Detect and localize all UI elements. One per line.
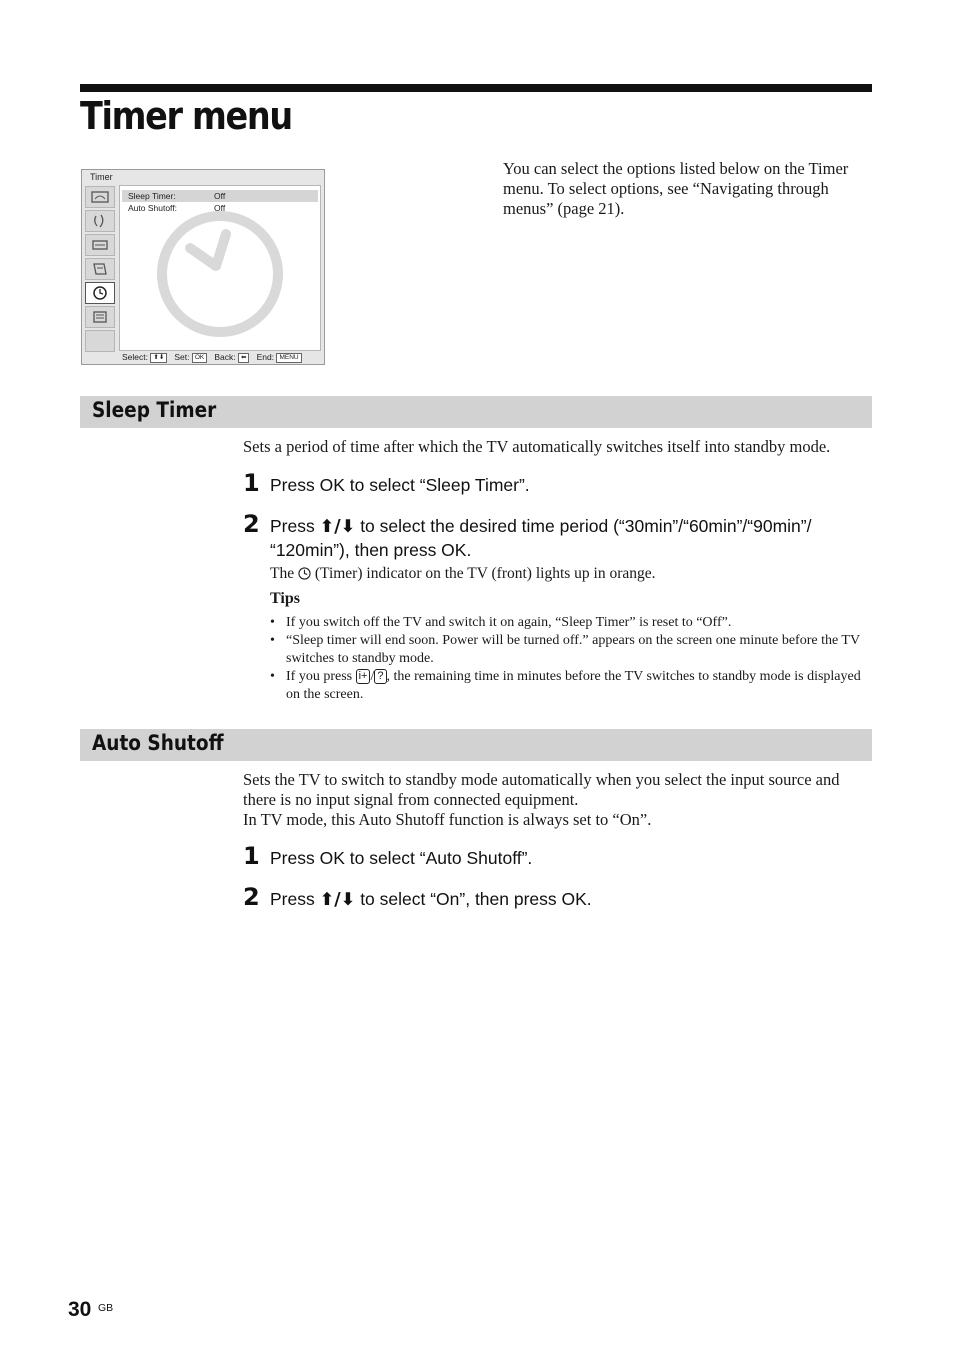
info-button-icon: i+ bbox=[356, 669, 371, 684]
timer-indicator-icon bbox=[298, 567, 311, 580]
menu-panel bbox=[119, 185, 321, 351]
step-text-pre: Press bbox=[270, 889, 320, 909]
up-down-key-icon: ⬆⬇ bbox=[150, 353, 167, 363]
top-rule bbox=[80, 84, 872, 92]
menu-title: Timer bbox=[90, 172, 113, 182]
tip-item: • “Sleep timer will end soon. Power will be turned off.” appears on the screen one minute before the TV switches to standby mode. bbox=[270, 632, 870, 668]
up-down-arrow-icon: ⬆/⬇ bbox=[319, 890, 356, 910]
page-number: 30 bbox=[68, 1298, 92, 1321]
footer-back-label: Back: bbox=[214, 352, 236, 362]
picture-menu-icon bbox=[85, 186, 115, 208]
step-text bbox=[270, 888, 870, 912]
up-down-arrow-icon: ⬆/⬇ bbox=[319, 517, 356, 537]
setup-menu-icon bbox=[85, 306, 115, 328]
tips-list bbox=[270, 614, 870, 704]
step-number: 2 bbox=[243, 883, 260, 911]
footer-select-label: Select: bbox=[122, 352, 148, 362]
section-bar-sleep-timer bbox=[80, 396, 872, 428]
auto-shutoff-description-2: In TV mode, this Auto Shutoff function is always set to “On”. bbox=[243, 810, 652, 829]
tip-item: • If you switch off the TV and switch it on again, “Sleep Timer” is reset to “Off”. bbox=[270, 614, 870, 632]
note-text-pre: The bbox=[270, 565, 298, 582]
tip-text-pre: If you press bbox=[286, 669, 356, 684]
sleep-timer-description: Sets a period of time after which the TV automatically switches itself into standby mode. bbox=[243, 437, 831, 456]
menu-key-icon: MENU bbox=[276, 353, 301, 363]
help-button-icon: ? bbox=[374, 669, 386, 684]
auto-shutoff-description-1: Sets the TV to switch to standby mode automatically when you select the input source and there is no input signal from connected equipment. bbox=[243, 770, 840, 809]
page-region-code: GB bbox=[98, 1302, 114, 1314]
features-menu-icon bbox=[85, 258, 115, 280]
step-text-post: to select “On”, then press OK. bbox=[355, 889, 592, 909]
step-text: Press OK to select “Auto Shutoff”. bbox=[270, 848, 533, 868]
timer-menu-icon bbox=[85, 282, 115, 304]
tip-item bbox=[270, 668, 870, 704]
tip-separator: / bbox=[370, 669, 375, 684]
menu-row-label: Sleep Timer: bbox=[128, 191, 176, 201]
clock-watermark-icon bbox=[138, 204, 298, 344]
ok-key-icon: OK bbox=[192, 353, 207, 363]
tips-heading: Tips bbox=[270, 590, 300, 607]
timer-menu-screenshot bbox=[81, 169, 325, 365]
footer-end-label: End: bbox=[256, 352, 275, 362]
intro-text: You can select the options listed below on the Timer menu. To select options, see “Navigating through menus” (page 21). bbox=[503, 159, 849, 218]
menu-row-label: Auto Shutoff: bbox=[128, 203, 177, 213]
menu-footer bbox=[122, 352, 302, 363]
section-bar-auto-shutoff bbox=[80, 729, 872, 761]
section-heading: Auto Shutoff bbox=[92, 731, 224, 755]
screen-menu-icon bbox=[85, 234, 115, 256]
step-text: Press OK to select “Sleep Timer”. bbox=[270, 475, 530, 495]
page-title: Timer menu bbox=[80, 94, 292, 138]
step-text bbox=[270, 515, 870, 562]
step-text-pre: Press bbox=[270, 516, 320, 536]
step-text-post: to select the desired time period (“30min”/“60min”/“90min”/ “120min”), then press OK. bbox=[270, 516, 812, 560]
empty-menu-slot bbox=[85, 330, 115, 352]
left-key-icon: ⬅ bbox=[238, 353, 249, 363]
note-text-post: (Timer) indicator on the TV (front) lights up in orange. bbox=[310, 565, 656, 582]
section-heading: Sleep Timer bbox=[92, 398, 217, 422]
footer-set-label: Set: bbox=[174, 352, 190, 362]
step-number: 2 bbox=[243, 510, 260, 538]
step-number: 1 bbox=[243, 469, 260, 497]
sound-menu-icon bbox=[85, 210, 115, 232]
tip-text-post: , the remaining time in minutes before the TV switches to standby mode is displayed on the screen. bbox=[286, 669, 861, 702]
menu-row-sleep-timer bbox=[122, 190, 318, 202]
timer-indicator-note bbox=[270, 564, 870, 584]
menu-row-value: Off bbox=[214, 203, 226, 213]
menu-row-auto-shutoff bbox=[122, 202, 318, 214]
step-number: 1 bbox=[243, 842, 260, 870]
menu-row-value: Off bbox=[214, 191, 226, 201]
